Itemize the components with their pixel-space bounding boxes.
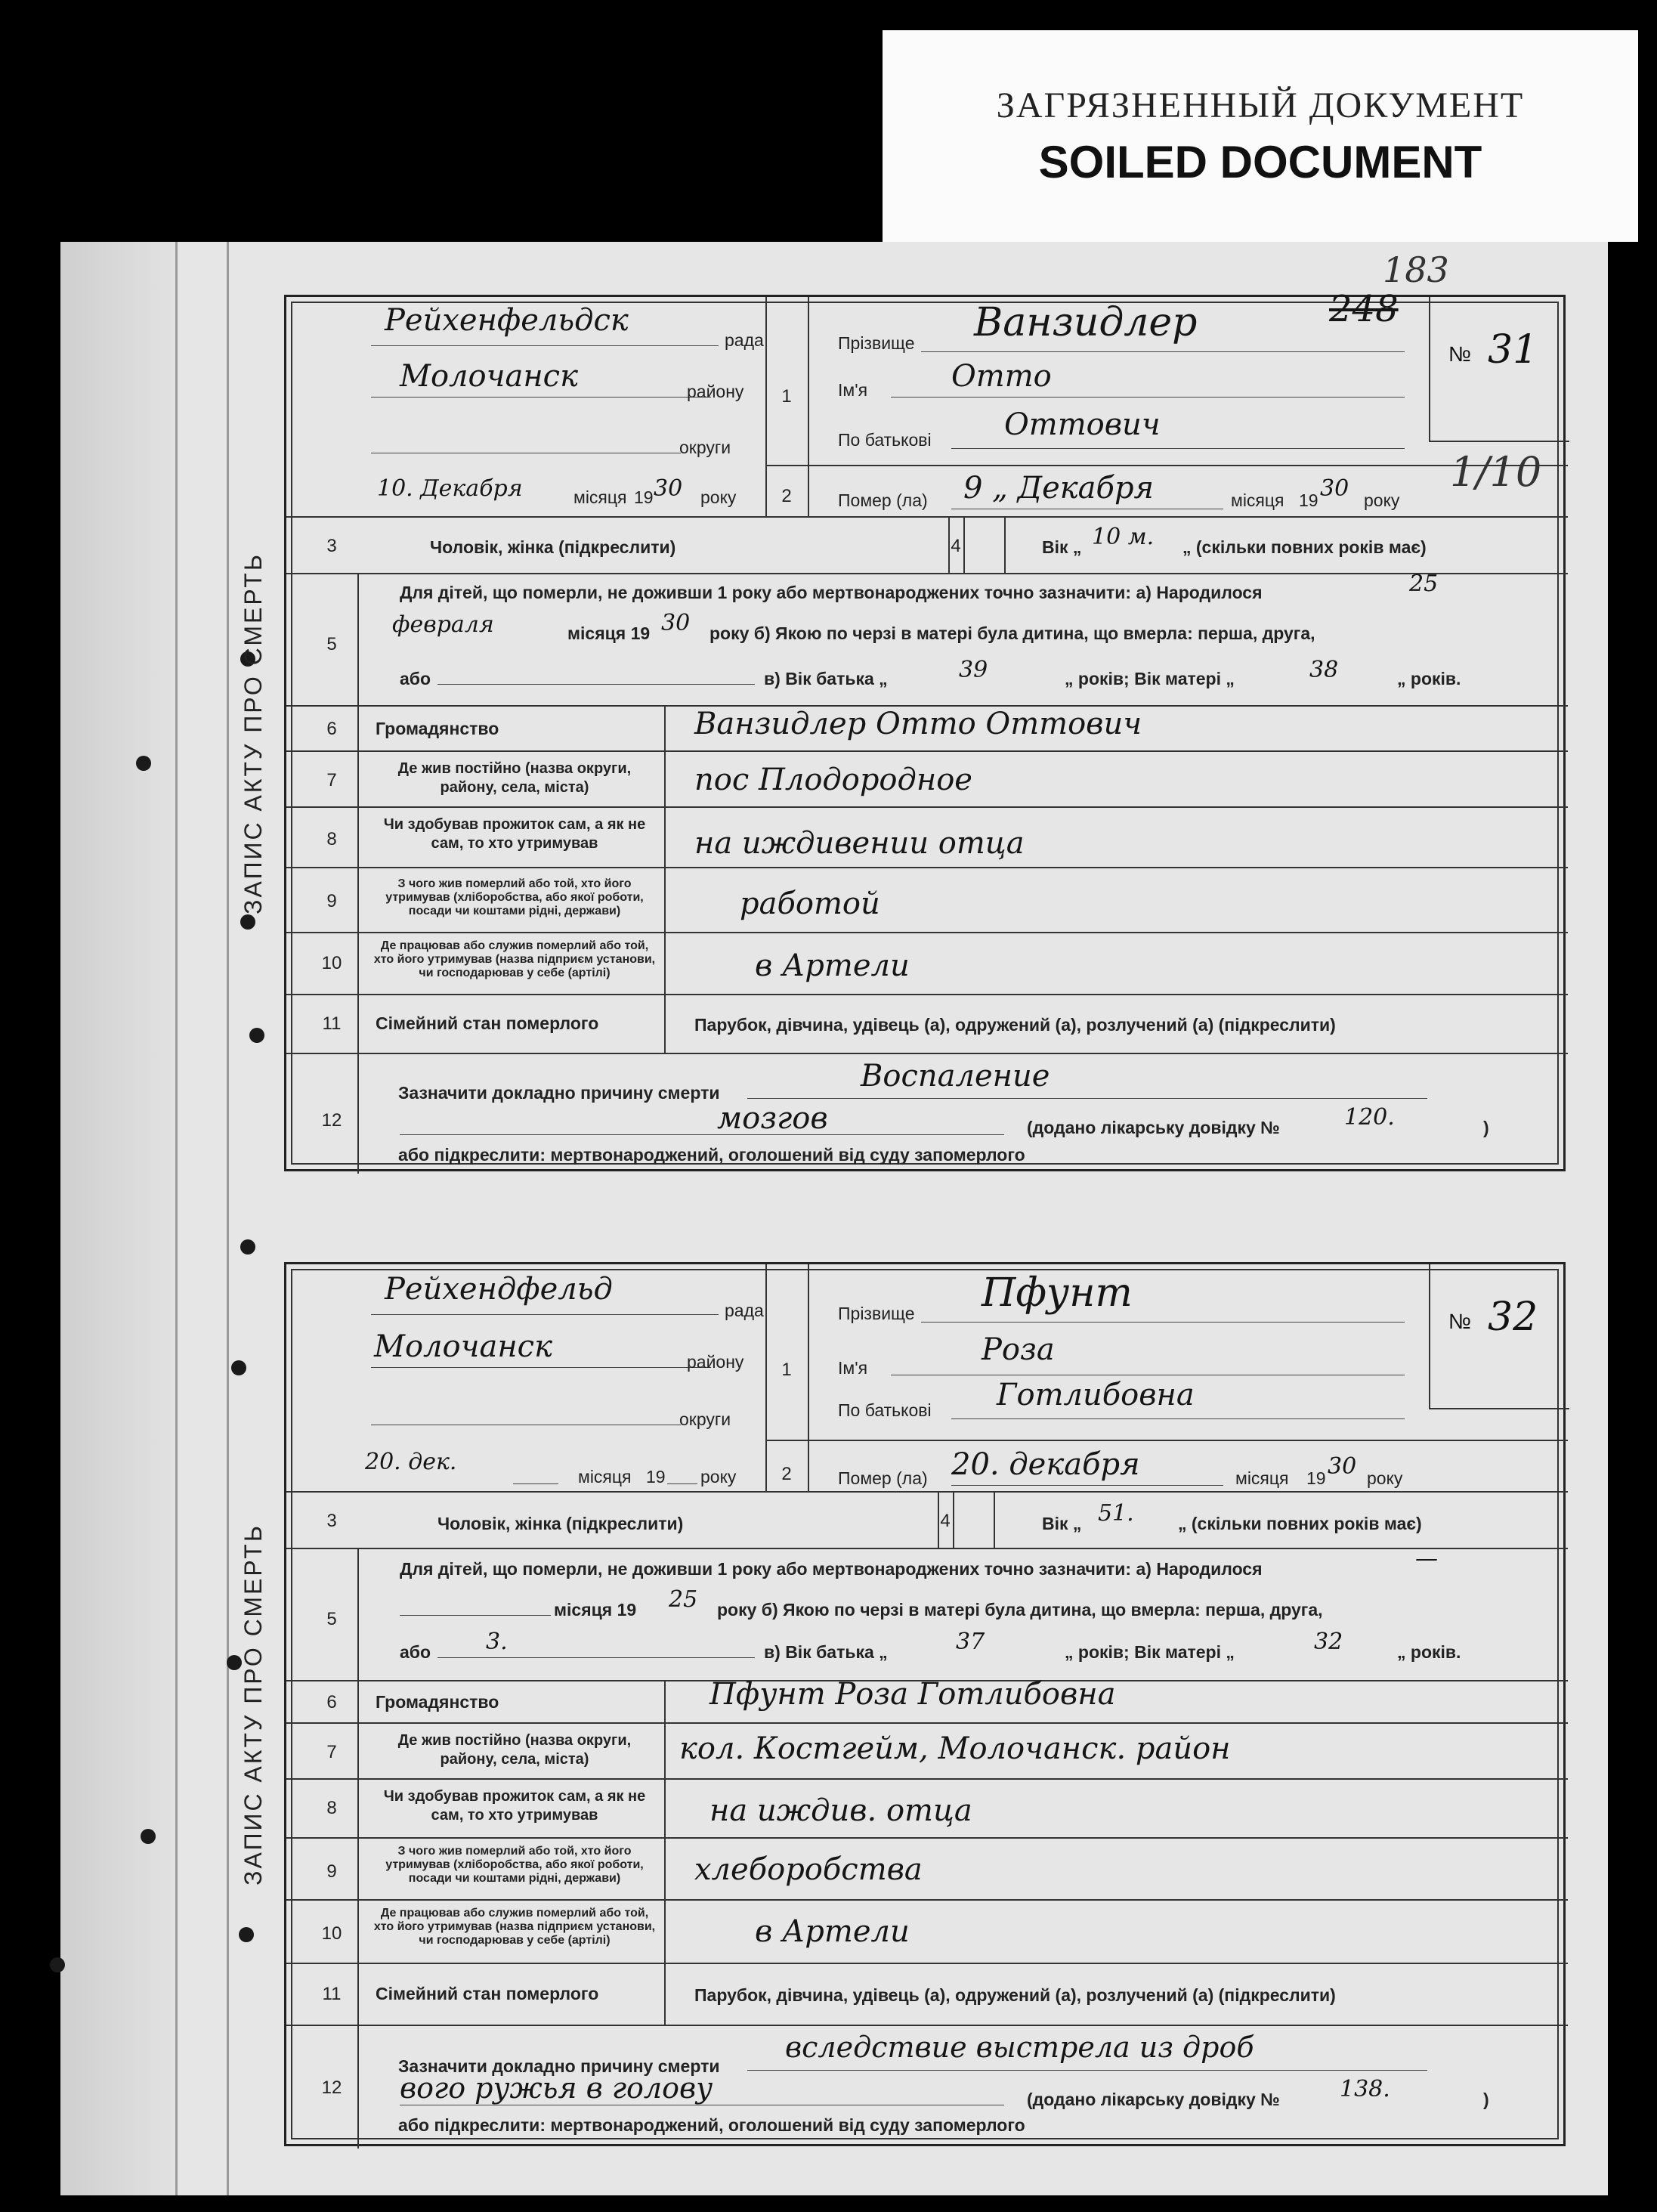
father-age: 39	[959, 657, 988, 683]
name-value: Отто	[951, 359, 1052, 394]
binding-hole	[50, 1957, 65, 1972]
binding-hole	[240, 1239, 255, 1254]
death-date: 20. декабря	[951, 1447, 1140, 1482]
binding-strip	[60, 242, 178, 2195]
sex-label: Чоловік, жінка (підкреслити)	[437, 1514, 684, 1533]
page-number: 183	[1383, 249, 1449, 290]
corrected-number: 248	[1329, 288, 1399, 330]
registration-date: 10. Декабря	[377, 475, 523, 502]
registration-date: 20. дек.	[365, 1449, 457, 1475]
stamp-text-en: SOILED DOCUMENT	[1038, 137, 1482, 187]
death-date: 9 „ Декабря	[963, 471, 1155, 506]
certificate-number: 138.	[1340, 2076, 1390, 2102]
work-value: в Артели	[755, 948, 910, 983]
record-number-box: № 31	[1429, 297, 1569, 442]
surname-value: Пфунт	[982, 1270, 1133, 1316]
patronymic-value: Готлибовна	[997, 1378, 1195, 1412]
cause-line-1: вследствие выстрела из дроб	[785, 2031, 1254, 2064]
form-title: ЗАПИС АКТУ ПРО СМЕРТЬ	[239, 1523, 267, 1886]
born-day: —	[1415, 1545, 1438, 1572]
death-year: 30	[1328, 1453, 1357, 1480]
sex-label: Чоловік, жінка (підкреслити)	[430, 537, 676, 557]
mother-age: 32	[1314, 1629, 1343, 1655]
residence-value: кол. Костгейм, Молочанск. район	[679, 1731, 1231, 1766]
fold-line	[175, 242, 178, 2195]
stamp-text-ru: ЗАГРЯЗНЕННЫЙ ДОКУМЕНТ	[996, 85, 1525, 125]
certificate-number: 120.	[1344, 1104, 1395, 1131]
binding-hole	[141, 1829, 156, 1844]
born-month: февраля	[392, 611, 494, 638]
citizenship-value: Ванзидлер Отто Оттович	[694, 707, 1142, 741]
death-record-2: ЗАПИС АКТУ ПРО СМЕРТЬ № 32 Рейхендфельд рада Молочанск району округи 1 Прізвище Пфунт Ім'я Роза По батькові Готлибовна 20. дек. місяця 19 року 2 Помер (ла) 20. декабря місяця 19 30 року 3 Чоловік, жінка (підкреслити) 4 Вік „ 51. „ (скільки повних років має) 5 Для дітей, що померли, не доживши 1 року або мертвонароджених точно зазначити: а) Народилося — місяця 19 25 року б) Якою по черзі в матері була дитина, що вмерла: перша, друга, або 3. в) Вік батька „ 37 „ років; Вік матері „ 32 „ років. 6 Громадянство Пфунт Роза Готлибовна 7 Де жив постійно (назва округи, району, села, міста) кол. Костгейм, Молочанск. район 8 Чи здобував прожиток сам, а як не сам, то хто утримував на иждив. отца 9 З чого жив померлий або той, хто його утримував (хліборобства, або якої роботи, посади чи коштами рідні, держави) хлеборобства 10 Де працював або служив померлий або той, хто його утримував (назва підприєм установи, чи господарював у себе (артілі) в Артели 11 Сімейний стан померлого Парубок, дівчина, удівець (а), одружений (а), розлучений (а) (підкреслити) 12 Зазначити докладно причину смерти вследствие выстрела из дроб вого ружья в голову (додано лікарську довідку № 138. ) або підкреслити: мертвонароджений, оголошений від суду запомерлого	[284, 1262, 1566, 2146]
cause-line-2: мозгов	[717, 1101, 828, 1136]
form-title: ЗАПИС АКТУ ПРО СМЕРТЬ	[239, 552, 267, 914]
cause-line-2: вого ружья в голову	[400, 2071, 713, 2105]
source-value: хлеборобства	[694, 1852, 923, 1887]
rayon-value: Молочанск	[400, 359, 578, 394]
record-number-box: № 32	[1429, 1264, 1569, 1409]
father-age: 37	[956, 1629, 985, 1655]
registration-year: 30	[654, 475, 683, 502]
cause-line-1: Воспаление	[861, 1059, 1050, 1094]
work-value: в Артели	[755, 1914, 910, 1949]
born-day: 25	[1409, 571, 1439, 597]
binding-hole	[136, 756, 151, 771]
citizenship-value: Пфунт Роза Готлибовна	[709, 1677, 1116, 1712]
margin-note: 1/10	[1450, 448, 1542, 496]
death-year: 30	[1320, 475, 1349, 502]
rayon-value: Молочанск	[374, 1329, 552, 1364]
livelihood-value: на иждив. отца	[709, 1793, 972, 1828]
mother-age: 38	[1309, 657, 1339, 683]
rada-value: Рейхенфельдск	[385, 303, 629, 338]
death-record-1: ЗАПИС АКТУ ПРО СМЕРТЬ № 31 248 1/10 Рейхенфельдск рада Молочанск району округи 1 Прізвище Ванзидлер Ім'я Отто По батькові Оттович 10. Декабря місяця 19 30 року 2 Помер (ла) 9 „ Декабря місяця 19 30 року 3 Чоловік, жінка (підкреслити) 4 Вік „ 10 м. „ (скільки повних років має) 5 Для дітей, що померли, не доживши 1 року або мертвонароджених точно зазначити: а) Народилося 25 февраля місяця 19 30 року б) Якою по черзі в матері була дитина, що вмерла: перша, друга, або в) Вік батька „ 39 „ років; Вік матері „ 38 „ років. 6 Громадянство Ванзидлер Отто Оттович 7 Де жив постійно (назва округи, району, села, міста) пос Плодородное 8 Чи здобував прожиток сам, а як не сам, то хто утримував на иждивении отца 9 З чого жив померлий або той, хто його утримував (хліборобства, або якої роботи, посади чи коштами рідні, держави) работой 10 Де працював або служив померлий або той, хто його утримував (назва підприєм установи, чи господарював у себе (артілі) в Артели 11 Сімейний стан померлого Парубок, дівчина, удівець (а), одружений (а), розлучений (а) (підкреслити) 12 Зазначити докладно причину смерти Воспаление мозгов (додано лікарську довідку № 120. ) або підкреслити: мертвонароджений, оголошений від суду запомерлого	[284, 295, 1566, 1171]
age-value: 10 м.	[1092, 524, 1155, 550]
born-year: 30	[661, 610, 691, 636]
surname-value: Ванзидлер	[974, 300, 1198, 345]
age-value: 51.	[1098, 1500, 1134, 1527]
birth-order: 3.	[486, 1629, 508, 1655]
source-value: работой	[740, 886, 880, 921]
soiled-document-stamp	[883, 30, 1638, 242]
residence-value: пос Плодородное	[694, 763, 972, 797]
rada-value: Рейхендфельд	[385, 1272, 613, 1307]
name-value: Роза	[982, 1332, 1055, 1367]
patronymic-value: Оттович	[1004, 407, 1161, 442]
livelihood-value: на иждивении отца	[694, 826, 1025, 861]
record-number: 31	[1488, 327, 1538, 373]
born-year: 25	[669, 1586, 698, 1613]
record-number: 32	[1488, 1295, 1538, 1340]
